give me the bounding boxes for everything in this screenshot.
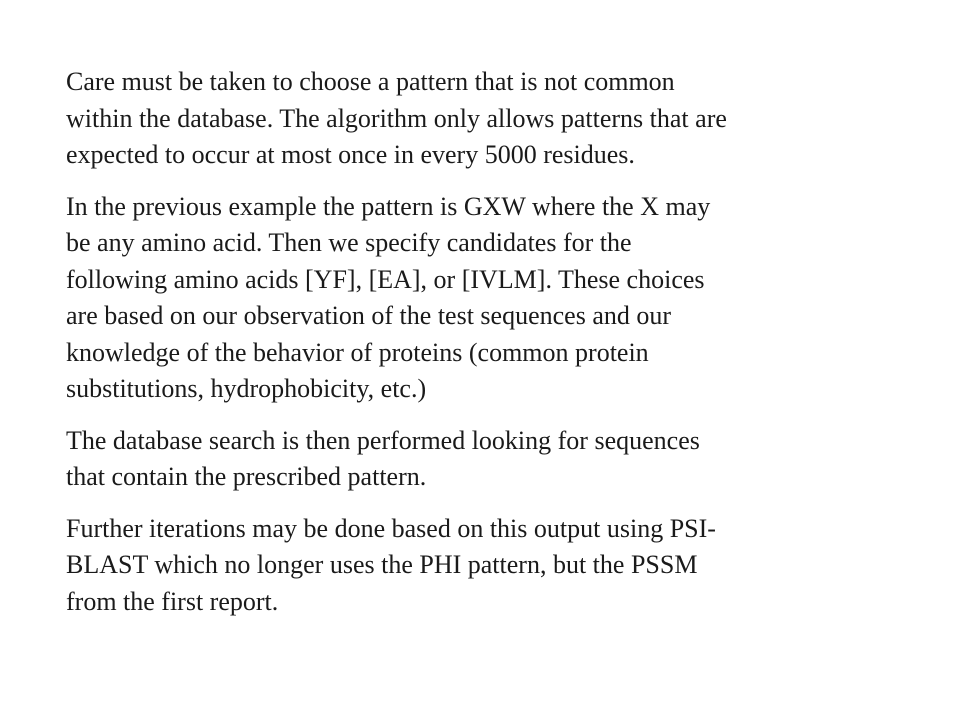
paragraph-pattern-choice — [66, 64, 890, 174]
text-line: expected to occur at most once in every 5000 residues. — [66, 140, 635, 169]
text-line: knowledge of the behavior of proteins (common protein — [66, 337, 649, 367]
text-line: substitutions, hydrophobicity, etc.) — [66, 374, 427, 403]
text-line: are based on our observation of the test sequences and our — [66, 301, 672, 330]
paragraph-example-pattern — [66, 189, 890, 408]
text-line: that contain the prescribed pattern. — [66, 462, 427, 491]
text-line: within the database. The algorithm only allows patterns that are — [66, 103, 727, 133]
paragraph-further-iterations — [66, 511, 890, 621]
paragraph-database-search — [66, 423, 890, 496]
text-line: Further iterations may be done based on this output using PSI- — [66, 513, 716, 543]
text-line: In the previous example the pattern is GXW where the X may — [66, 191, 711, 221]
text-line: The database search is then performed looking for sequences — [66, 425, 700, 455]
text-line: following amino acids [YF], [EA], or [IVLM]. These choices — [66, 264, 705, 294]
text-line: be any amino acid. Then we specify candidates for the — [66, 228, 632, 257]
text-line: Care must be taken to choose a pattern that is not common — [66, 67, 675, 96]
text-line: BLAST which no longer uses the PHI pattern, but the PSSM — [66, 550, 698, 579]
text-line: from the first report. — [66, 586, 279, 616]
